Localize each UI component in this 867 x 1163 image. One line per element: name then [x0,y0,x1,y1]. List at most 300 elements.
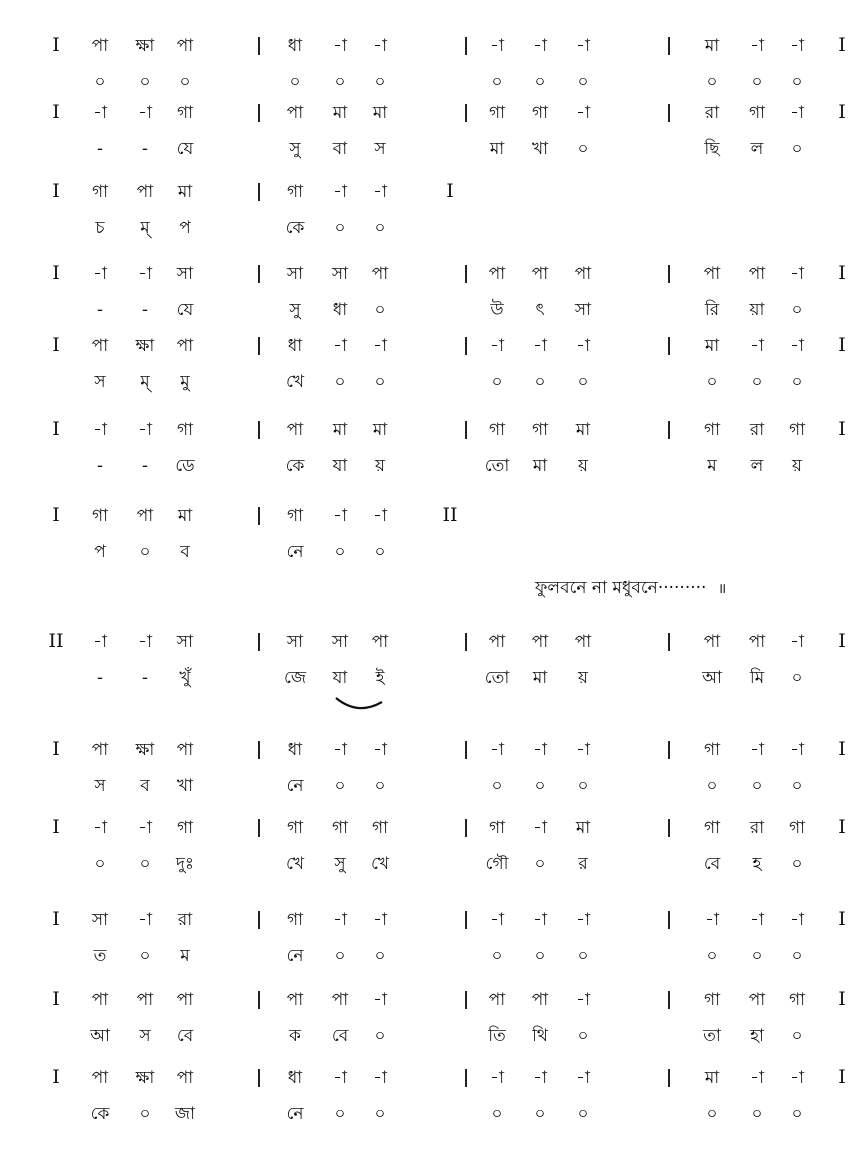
lyric-cell: ০ [791,372,803,392]
open-bar-mark: I [52,988,60,1010]
note-cell: গা [91,182,109,202]
note-cell: পা [488,990,506,1010]
lyric-cell: ০ [577,1026,589,1046]
lyric-cell: ০ [577,139,589,159]
lyric-cell: খা [176,776,194,796]
lyric-cell: ০ [534,372,546,392]
beat-bar [668,633,670,651]
note-cell: পা [488,264,506,284]
open-bar-mark: I [52,504,60,526]
note-cell: ধা [287,1068,303,1088]
lyric-cell: ০ [139,542,151,562]
lyric-cell: ডে [175,456,195,476]
refrain-caption [535,578,726,599]
note-cell: -া [790,336,804,356]
lyric-cell: য় [577,456,589,476]
note-cell: -া [790,632,804,652]
note-cell: পা [371,632,389,652]
lyric-cell: ০ [706,1104,718,1124]
note-cell: -া [490,36,504,56]
note-cell: পা [703,264,721,284]
beat-bar [465,104,467,122]
lyric-cell: নে [286,1104,304,1124]
note-cell: মা [372,420,388,440]
note-cell: পা [176,1068,194,1088]
lyric-cell: ০ [334,542,346,562]
note-cell: পা [286,103,304,123]
lyric-cell: য় [374,456,386,476]
lyric-cell: ০ [577,72,589,92]
open-bar-mark: I [52,101,60,123]
note-cell: গা [488,420,506,440]
note-cell: মা [332,103,348,123]
close-bar-mark: I [838,988,846,1010]
note-cell: -া [490,1068,504,1088]
open-bar-mark: I [52,418,60,440]
note-cell: -া [576,103,590,123]
lyric-cell: য় [577,668,589,688]
lyric-cell: ০ [706,946,718,966]
note-cell: পা [286,990,304,1010]
lyric-cell: ছি [704,139,720,159]
beat-bar [258,507,260,525]
lyric-cell: ম [180,946,190,966]
lyric-cell: ০ [374,1026,386,1046]
lyric-cell: স [94,776,106,796]
note-cell: -া [576,36,590,56]
note-cell: গা [703,818,721,838]
note-cell: পা [703,632,721,652]
note-cell: মা [332,420,348,440]
note-cell: -া [373,36,387,56]
beat-bar [668,991,670,1009]
lyric-cell: উ [490,300,504,320]
beat-bar [258,183,260,201]
note-cell: -া [333,740,347,760]
lyric-cell: তি [488,1026,506,1046]
lyric-cell: ০ [334,372,346,392]
note-cell: পা [531,990,549,1010]
note-cell: -া [333,182,347,202]
note-cell: -া [138,818,152,838]
note-cell: গা [371,818,389,838]
note-cell: ক্ষা [135,740,155,760]
beat-bar [258,421,260,439]
note-cell: -া [373,1068,387,1088]
lyric-cell: প [94,542,106,562]
note-cell: গা [176,818,194,838]
note-cell: গা [488,818,506,838]
lyric-cell: ০ [374,72,386,92]
close-bar-mark: I [838,34,846,56]
lyric-cell: ০ [751,946,763,966]
lyric-cell: ০ [751,776,763,796]
open-bar-mark: I [52,334,60,356]
note-cell: -া [533,336,547,356]
note-cell: ক্ষা [135,36,155,56]
note-cell: -া [138,632,152,652]
beat-bar [668,741,670,759]
lyric-cell: - [96,300,104,320]
lyric-cell: ব [140,776,150,796]
lyric-cell: ০ [139,1104,151,1124]
beat-bar [258,104,260,122]
beat-bar [258,991,260,1009]
lyric-cell: ০ [791,946,803,966]
note-cell: গা [748,103,766,123]
note-cell: -া [750,1068,764,1088]
close-bar-mark: I [838,418,846,440]
lyric-cell: ০ [374,218,386,238]
lyric-cell: ০ [491,1104,503,1124]
lyric-cell: ০ [334,776,346,796]
note-cell: পা [136,990,154,1010]
note-cell: পা [574,632,592,652]
note-cell: -া [333,910,347,930]
note-cell: পা [91,1068,109,1088]
lyric-cell: নে [286,776,304,796]
lyric-cell: ০ [534,1104,546,1124]
close-bar-mark: I [838,1066,846,1088]
lyric-cell: ০ [791,1104,803,1124]
beat-bar [258,819,260,837]
lyric-cell: বে [703,854,721,874]
close-bar-mark: I [838,908,846,930]
note-cell: পা [176,336,194,356]
lyric-cell: প [179,218,191,238]
lyric-cell: আ [90,1026,110,1046]
note-cell: মা [704,1068,720,1088]
beat-bar [258,1069,260,1087]
beat-bar [465,421,467,439]
note-cell: মা [177,506,193,526]
note-cell: -া [576,910,590,930]
lyric-cell: ০ [334,1104,346,1124]
beat-bar [668,1069,670,1087]
lyric-cell: ই [375,668,385,688]
note-cell: পা [176,740,194,760]
note-cell: -া [490,910,504,930]
note-cell: পা [488,632,506,652]
lyric-cell: ০ [791,300,803,320]
lyric-cell: কে [285,218,305,238]
note-cell: পা [331,990,349,1010]
open-bar-mark: I [52,180,60,202]
beat-bar [668,104,670,122]
note-cell: মা [704,36,720,56]
lyric-cell: ০ [491,72,503,92]
lyric-cell: ০ [94,72,106,92]
note-cell: ক্ষা [135,336,155,356]
lyric-cell: ০ [139,854,151,874]
note-cell: পা [176,990,194,1010]
lyric-cell: ০ [706,776,718,796]
beat-bar [465,37,467,55]
note-cell: গা [286,182,304,202]
note-cell: গা [488,103,506,123]
note-cell: -া [576,336,590,356]
note-cell: মা [704,336,720,356]
lyric-cell: স [374,139,386,159]
lyric-cell: ম্ [140,372,150,392]
beat-bar [668,337,670,355]
lyric-cell: হা [750,1026,764,1046]
lyric-cell: খা [531,139,549,159]
lyric-cell: - [96,668,104,688]
beat-bar [258,633,260,651]
lyric-cell: ল [750,456,764,476]
note-cell: পা [91,740,109,760]
note-cell: -া [138,910,152,930]
lyric-cell: খে [370,854,390,874]
lyric-cell: ০ [374,1104,386,1124]
note-cell: -া [333,1068,347,1088]
note-cell: গা [788,990,806,1010]
note-cell: -া [333,36,347,56]
note-cell: -া [373,182,387,202]
lyric-cell: ০ [534,946,546,966]
note-cell: -া [490,336,504,356]
slur-curve [336,698,382,708]
note-cell: -া [93,420,107,440]
lyric-cell: যা [332,668,348,688]
beat-bar [465,265,467,283]
note-cell: গা [331,818,349,838]
beat-bar [258,337,260,355]
note-cell: -া [138,103,152,123]
lyric-cell: ০ [374,946,386,966]
lyric-cell: ০ [94,854,106,874]
close-bar-mark: I [838,816,846,838]
open-bar-mark: I [52,816,60,838]
note-cell: -া [490,740,504,760]
note-cell: পা [531,264,549,284]
refrain-text: ফুলবনে না মধুবনে········· [535,578,707,598]
note-cell: -া [373,910,387,930]
note-cell: গা [703,420,721,440]
note-cell: গা [531,103,549,123]
lyric-cell: র [578,854,588,874]
note-cell: -া [373,740,387,760]
lyric-cell: - [96,456,104,476]
lyric-cell: ব [180,542,190,562]
note-cell: মা [575,420,591,440]
note-cell: মা [177,182,193,202]
note-cell: পা [286,420,304,440]
beat-bar [465,741,467,759]
lyric-cell: তা [703,1026,721,1046]
lyric-cell: নে [286,542,304,562]
lyric-cell: - [141,456,149,476]
lyric-cell: ল [750,139,764,159]
note-cell: গা [286,910,304,930]
beat-bar [465,911,467,929]
lyric-cell: ধা [332,300,348,320]
lyric-cell: - [141,139,149,159]
note-cell: -া [576,1068,590,1088]
note-cell: গা [176,420,194,440]
beat-bar [668,421,670,439]
note-cell: পা [748,990,766,1010]
lyric-cell: ০ [791,72,803,92]
lyric-cell: ০ [534,854,546,874]
note-cell: -া [533,1068,547,1088]
lyric-cell: সু [289,300,301,320]
lyric-cell: দুঃ [176,854,194,874]
lyric-cell: ৎ [535,300,545,320]
lyric-cell: য় [791,456,803,476]
open-bar-mark: I [52,908,60,930]
note-cell: সা [286,632,304,652]
lyric-cell: ০ [534,776,546,796]
note-cell: সা [176,264,194,284]
note-cell: পা [748,632,766,652]
open-bar-mark: I [52,738,60,760]
lyric-cell: ০ [491,946,503,966]
close-bar-mark: I [838,334,846,356]
lyric-cell: মা [532,456,548,476]
note-cell: -া [373,506,387,526]
note-cell: -া [373,990,387,1010]
lyric-cell: স [139,1026,151,1046]
note-cell: মা [575,818,591,838]
lyric-cell: ০ [791,139,803,159]
close-bar-mark: II [442,504,458,526]
lyric-cell: রি [704,300,720,320]
lyric-cell: ০ [751,372,763,392]
note-cell: -া [790,910,804,930]
note-cell: পা [91,336,109,356]
lyric-cell: হ [752,854,762,874]
lyric-cell: ০ [179,72,191,92]
lyric-cell: থি [532,1026,548,1046]
beat-bar [465,819,467,837]
lyric-cell: ০ [374,542,386,562]
lyric-cell: ০ [139,72,151,92]
lyric-cell: ম [707,456,717,476]
note-cell: -া [576,740,590,760]
lyric-cell: খে [285,854,305,874]
note-cell: সা [176,632,194,652]
lyric-cell: ০ [751,72,763,92]
note-cell: ক্ষা [135,1068,155,1088]
note-cell: -া [750,910,764,930]
note-cell: ধা [287,740,303,760]
note-cell: ধা [287,336,303,356]
lyric-cell: মা [489,139,505,159]
lyric-cell: ০ [334,218,346,238]
note-cell: -া [790,36,804,56]
lyric-cell: ০ [706,372,718,392]
open-bar-mark: I [52,34,60,56]
beat-bar [465,633,467,651]
lyric-cell: ০ [374,372,386,392]
lyric-cell: ০ [751,1104,763,1124]
note-cell: -া [576,990,590,1010]
note-cell: রা [749,818,765,838]
note-cell: সা [331,264,349,284]
close-bar-mark: I [838,630,846,652]
lyric-cell: য়া [749,300,765,320]
note-cell: -া [750,36,764,56]
lyric-cell: মু [180,372,190,392]
note-cell: রা [177,910,193,930]
note-cell: -া [138,264,152,284]
note-cell: রা [749,420,765,440]
note-cell: গা [91,506,109,526]
close-bar-mark: I [838,101,846,123]
lyric-cell: বে [176,1026,194,1046]
note-cell: পা [574,264,592,284]
lyric-cell: ত [93,946,107,966]
beat-bar [668,911,670,929]
lyric-cell: যে [176,300,194,320]
beat-bar [668,265,670,283]
open-bar-mark: I [52,262,60,284]
lyric-cell: যা [332,456,348,476]
beat-bar [465,1069,467,1087]
lyric-cell: ০ [791,854,803,874]
note-cell: গা [531,420,549,440]
note-cell: গা [176,103,194,123]
note-cell: -া [533,740,547,760]
lyric-cell: খুঁ [179,668,191,688]
note-cell: -া [790,264,804,284]
lyric-cell: ০ [791,776,803,796]
beat-bar [465,991,467,1009]
note-cell: পা [136,506,154,526]
note-cell: -া [93,264,107,284]
note-cell: -া [790,1068,804,1088]
lyric-cell: মি [749,668,765,688]
open-bar-mark: II [48,630,64,652]
note-cell: -া [333,506,347,526]
note-cell: পা [176,36,194,56]
lyric-cell: ০ [289,72,301,92]
lyric-cell: ০ [577,776,589,796]
note-cell: -া [373,336,387,356]
lyric-cell: বে [331,1026,349,1046]
note-cell: -া [93,103,107,123]
lyric-cell: আ [702,668,722,688]
note-cell: গা [703,740,721,760]
beat-bar [465,337,467,355]
lyric-cell: খে [285,372,305,392]
lyric-cell: কে [90,1104,110,1124]
lyric-cell: ০ [534,72,546,92]
note-cell: ধা [287,36,303,56]
lyric-cell: নে [286,946,304,966]
note-cell: সা [331,632,349,652]
note-cell: -া [750,336,764,356]
note-cell: পা [748,264,766,284]
close-bar-mark: I [838,262,846,284]
note-cell: -া [93,818,107,838]
note-cell: গা [286,506,304,526]
lyric-cell: ০ [706,72,718,92]
lyric-cell: ০ [577,372,589,392]
note-cell: সা [91,910,109,930]
lyric-cell: জে [283,668,307,688]
note-cell: পা [531,632,549,652]
close-bar-mark: I [838,738,846,760]
lyric-cell: সু [289,139,301,159]
note-cell: -া [790,103,804,123]
lyric-cell: - [141,300,149,320]
lyric-cell: ০ [374,776,386,796]
lyric-cell: ০ [791,668,803,688]
note-cell: -া [533,36,547,56]
